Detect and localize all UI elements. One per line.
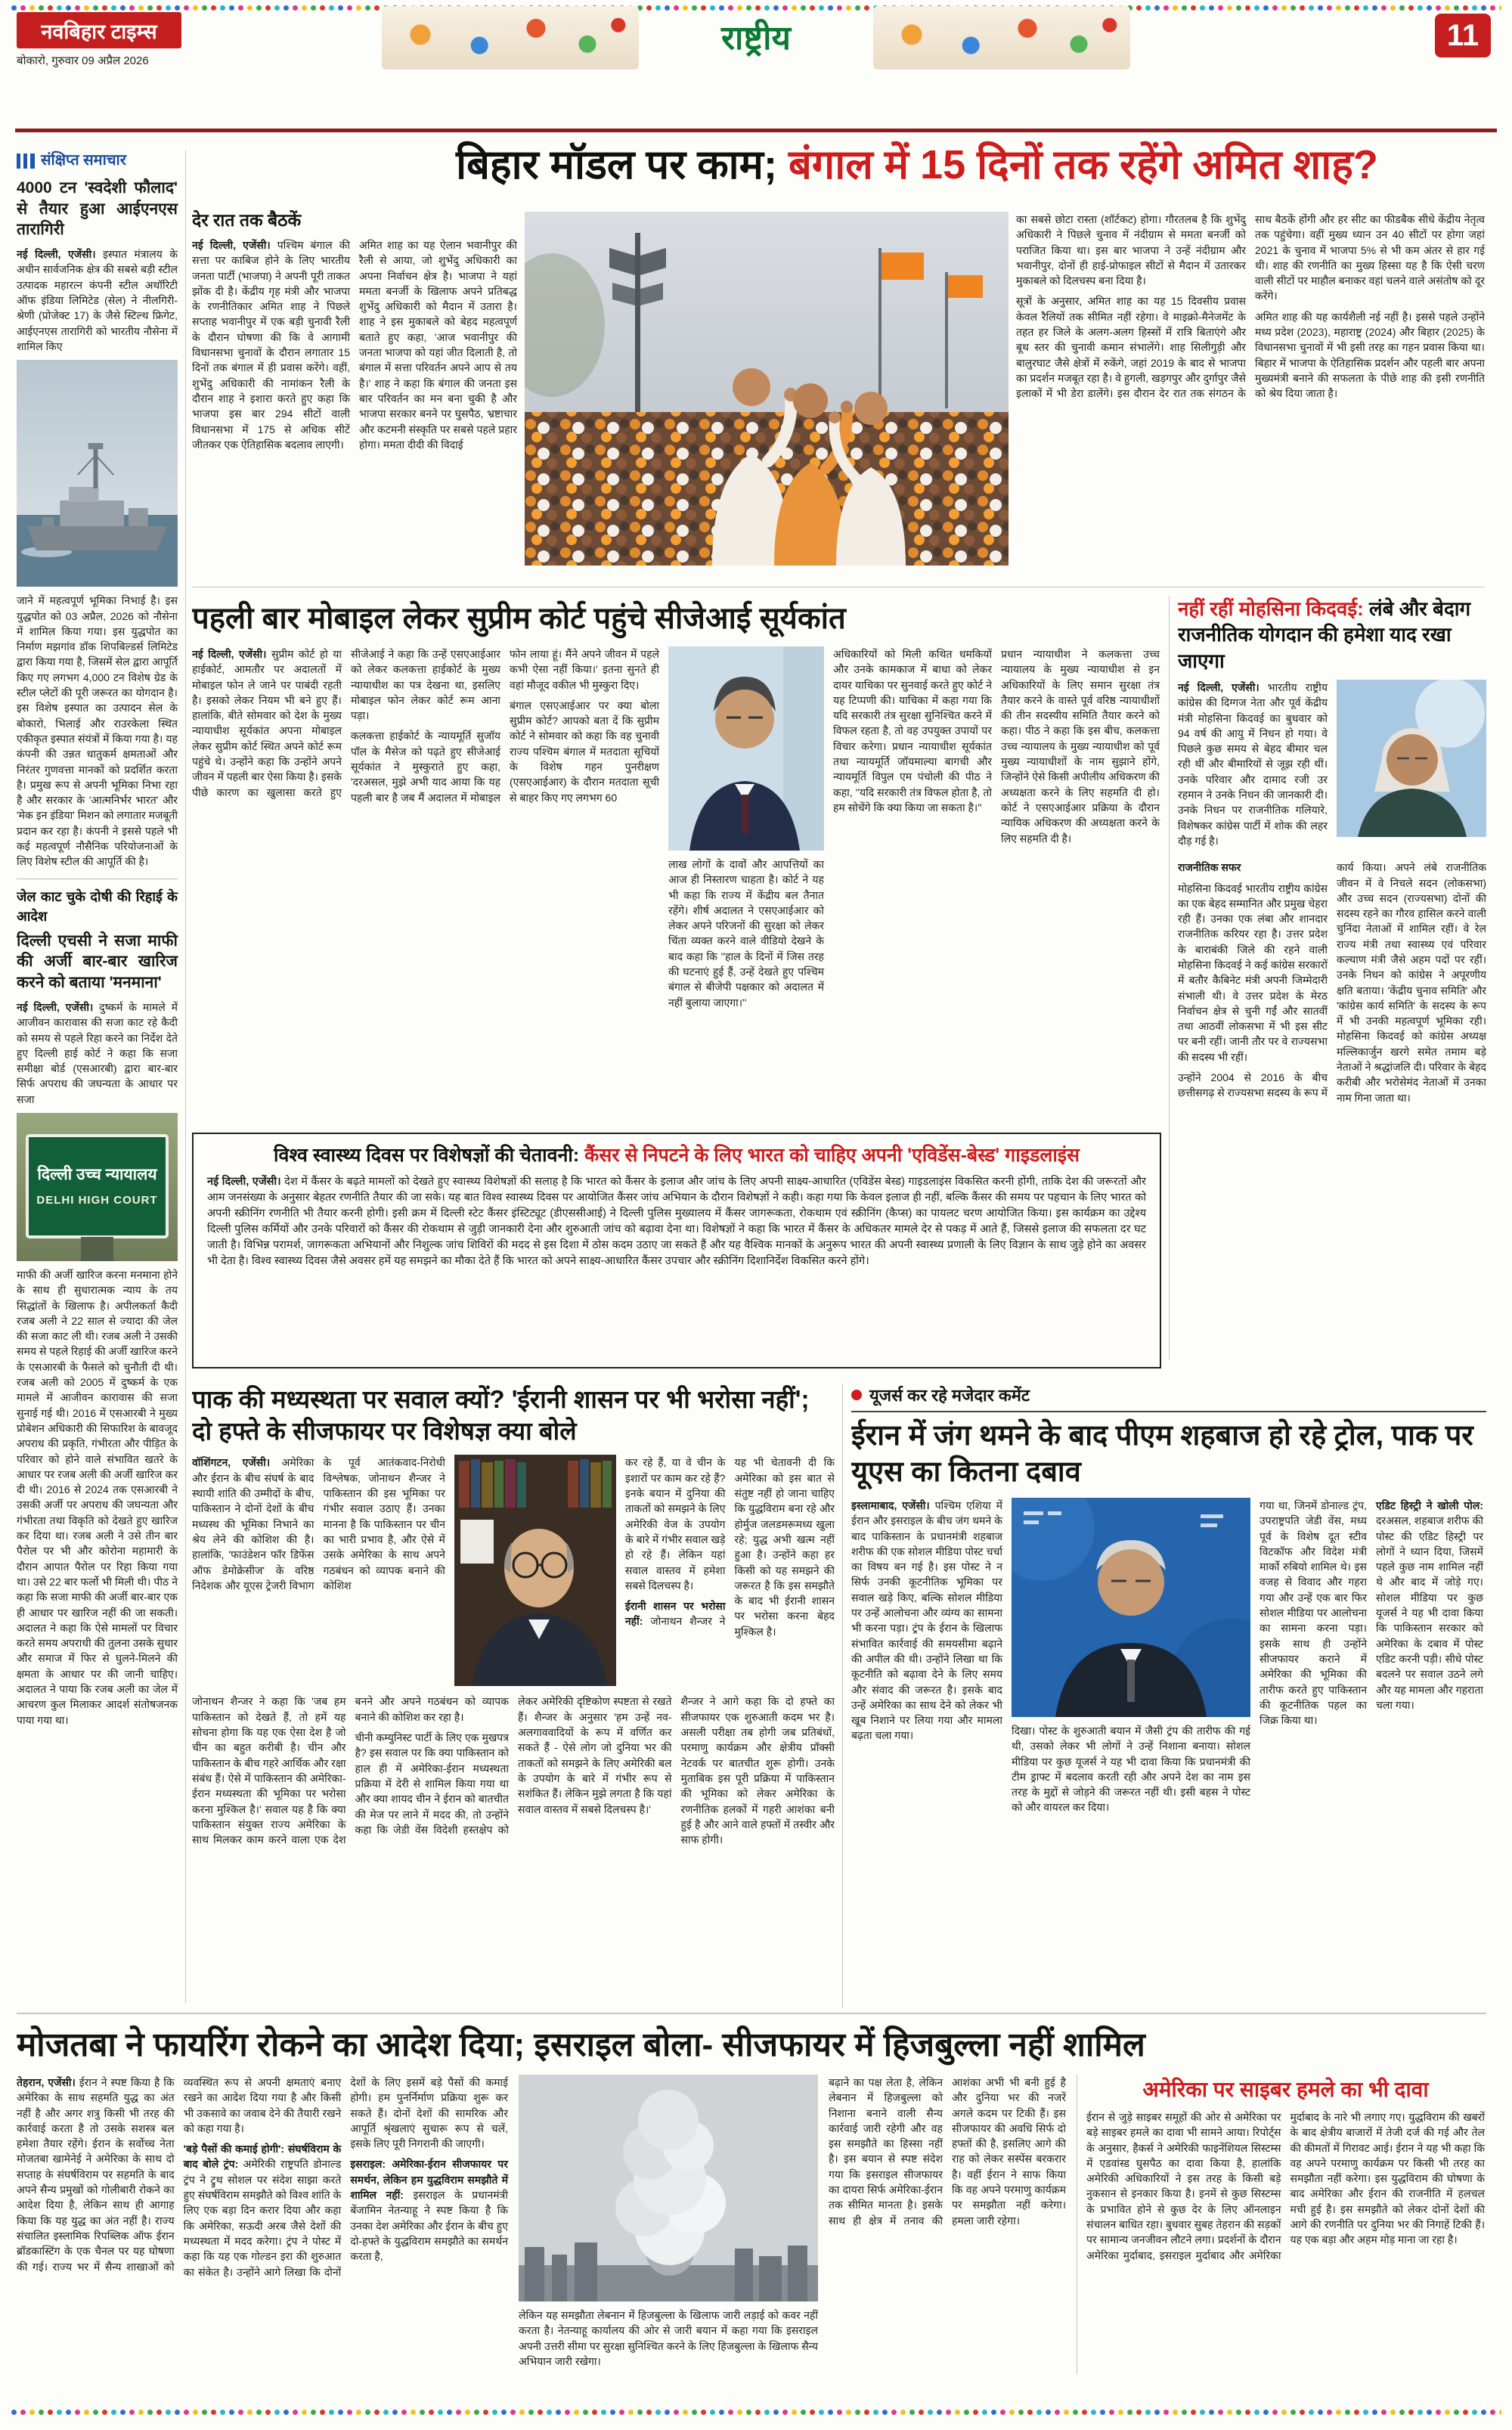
article-paragraph: बंगाल एसएआईआर पर क्या बोला सुप्रीम कोर्ट? आपको बता दें कि सुप्रीम कोर्ट ने सोमवार को कहा कि वह चुनावी राज्य पश्चिम बंगाल में मतदाता सूचियों के विशेष गहन पुनरीक्षण (एसएआईआर) के दौरान मतदाता सूची से बाहर किए गए लगभग 60 (510, 699, 659, 804)
paragraph-text: दुष्कर्म के मामले में आजीवन कारावास की सजा काट रहे कैदी को समय से पहले रिहा करने का निर्देश देते हुए दिल्ली हाई कोर्ट ने कहा कि सजा समीक्षा बोर्ड (एसआरबी) द्वारा बार-बार सिर्फ अपराध की जघन्यता के आधार पर सजा (17, 1000, 178, 1105)
health-headline (207, 1143, 1146, 1168)
dateline: वॉशिंगटन, एजेंसी। (192, 1456, 271, 1469)
health-warning-box (192, 1133, 1161, 1368)
article-paragraph (192, 237, 350, 452)
brief-news-header (17, 150, 178, 172)
article-paragraph (17, 1000, 178, 1107)
edition-dateline: बोकारो, गुरुवार 09 अप्रैल 2026 (17, 54, 149, 67)
cji-body-right (833, 646, 1160, 1015)
paragraph-text: दरअसल, शहबाज शरीफ की पोस्ट की एडिट हिस्ट्री पर लोगों ने ध्यान दिया, जिसमें पहले कुछ नाम शामिल नहीं थे और बाद में जोड़े गए। सोशल मीडिया पर कुछ यूजर्स ने यह भी दावा किया कि पाकिस्तान सरकार को अमेरिका के दबाव में पोस्ट एडिट करनी पड़ी। सीधे पोस्ट बदलने पर सवाल उठने लगे और यह मामला और गहराता चला गया। (1376, 1514, 1483, 1711)
pak-body-left (192, 1455, 445, 1686)
dateline: नई दिल्ली, एजेंसी। (207, 1175, 281, 1188)
ceasefire-headline: मोजतबा ने फायरिंग रोकने का आदेश दिया; इसराइल बोला- सीजफायर में हिजबुल्ला नहीं शामिल (17, 2026, 1145, 2063)
dateline: इस्लामाबाद, एजेंसी। (851, 1499, 930, 1511)
mohsina-kidwai-photo (1337, 680, 1486, 837)
header-rule (15, 129, 1497, 132)
dateline: नई दिल्ली, एजेंसी। (17, 1000, 94, 1013)
ceasefire-body (17, 2075, 1486, 2374)
delhi-high-court-sign (26, 1134, 169, 1238)
article-paragraph (1178, 860, 1328, 875)
shehbaz-kicker (851, 1384, 1486, 1412)
ceasefire-body-right (829, 2075, 1066, 2374)
ceasefire-body-left (17, 2075, 508, 2374)
article-paragraph: का सबसे छोटा रास्ता (शॉर्टकट) होगा। गौरतलब है कि शुभेंदु अधिकारी ने पिछले चुनाव में नंदीग्राम से ममता बनर्जी को पराजित किया था। इस बार भाजपा ने उन्हें नंदीग्राम और भवानीपुर, दोनों ही हाई-प्रोफाइल सीटों से मैदान में उतारकर मुकाबले को दिलचस्प बना दिया है। (1016, 213, 1246, 287)
masthead (17, 12, 181, 48)
article-paragraph: अमित शाह की यह कार्यशैली नई नहीं है। इससे पहले उन्होंने मध्य प्रदेश (2023), महाराष्ट्र (2024) और बिहार (2025) के विधानसभा चुनावों में भी इसी तरह का गहन प्रवास किया था। बिहार में भाजपा के ऐतिहासिक प्रदर्शन और पहली बार अपना मुख्यमंत्री बनाने की सफलता के पीछे शाह की इसी रणनीति को श्रेय दिया जाता है। (1255, 310, 1485, 400)
article-paragraph (851, 1498, 1002, 1743)
analyst-schanzer-photo (454, 1455, 616, 1686)
article-paragraph: मोहसिना किदवई भारतीय राष्ट्रीय कांग्रेस का एक बेहद सम्मानित और प्रमुख चेहरा रही हैं। उनका एक लंबा और शानदार राजनीतिक करियर रहा है। उत्तर प्रदेश के बाराबंकी जिले की रहने वाली मोहसिना किदवई ने कई कांग्रेस सरकारों में बतौर कैबिनेट मंत्री अपनी जिम्मेदारी संभाली थी। वे उत्तर प्रदेश के मेरठ निर्वाचन क्षेत्र से चुनी गईं और सातवीं तथा आठवीं लोकसभा में भी इस सीट पर बनी रहीं। जानी तौर पर वे राज्यसभा की सदस्य भी रहीं। (1178, 882, 1328, 1063)
article-paragraph: बढ़ाने का पक्ष लेता है, लेकिन लेबनान में हिजबुल्ला को निशाना बनाने वाली सैन्य कार्रवाई जारी रहेगी और वह इस समझौते का हिस्सा नहीं है। इस बयान से स्पष्ट संदेश गया कि इसराइल सीजफायर का दायरा सिर्फ अमेरिका-ईरान तक सीमित मानता है। इसके साथ ही क्षेत्र में तनाव की आशंका अभी भी बनी हुई है और दुनिया भर की नजरें अगले कदम पर टिकी हैं। इस सीजफायर की अवधि सिर्फ दो हफ्तों की है, इसलिए आगे की राह को लेकर सस्पेंस बरकरार है। वहीं ईरान ने साफ किया कि वह अपने परमाणु कार्यक्रम पर समझौता नहीं करेगा। हमला जारी रहेगा। (829, 2076, 1066, 2227)
article-paragraph: कर रहे हैं, या वे चीन के इशारों पर काम कर रहे हैं? इनके बयान में दुनिया की ताकतों को समझने के लिए अमेरिकी वेज के उपयोग के बारे में गंभीर सवाल खड़े हो रहे हैं। लेकिन यहां सवाल वास्तव में हमेशा सबसे दिलचस्प है। (624, 1456, 726, 1592)
header-collage-left-image (382, 6, 639, 70)
header-collage-right-image (873, 6, 1130, 70)
mohsina-top-row (1178, 680, 1486, 854)
article-paragraph (350, 2156, 508, 2264)
pak-body-bottom (192, 1694, 835, 1847)
shehbaz-body-middle (1012, 1498, 1250, 1821)
paragraph-text: देश में कैंसर के बढ़ते मामलों को देखते हुए स्वास्थ्य विशेषज्ञों की सलाह है कि भारत को कैंसर के इलाज और जांच के लिए अपनी साक्ष्य-आधारित (एविडेंस बेस्ड) गाइडलाइंस विकसित करनी होंगी, ताकि देश की जरूरतों और आम जनसंख्या के अनुसार बेहतर रणनीति तैयार की जा सके। यह बात विश्व स्वास्थ्य दिवस पर आयोजित कैंसर जांच अभियान के दौरान विशेषज्ञों ने कही। कहा गया कि केवल इलाज ही नहीं, बल्कि कैंसर की समय पर पहचान के लिए भारत को अपनी स्क्रीनिंग रणनीति भी तैयार करनी होगी। इसी क्रम में दिल्ली स्टेट कैंसर इंस्टिट्यूट (डीएससीआई) ने दिल्ली पुलिस मुख्यालय में कैंसर जागरूकता, रोकथाम एवं स्क्रीनिंग (कैप्स) का पायलट चरण आयोजित किया। इस कार्यक्रम का उद्देश्य दिल्ली पुलिस कर्मियों और उनके परिवारों को कैंसर की रोकथाम से जुड़ी जानकारी देना और शुरुआती जांच को बढ़ावा देना था। विशेषज्ञों ने कहा कि भारत में कैंसर के अधिकतर मामले देर से पकड़ में आते हैं, जिससे इलाज की सफलता दर घट जाती है। विभिन्न परामर्श, जागरूकता अभियानों और निशुल्क जांच शिविरों की मदद से इस दिशा में ठोस कदम उठाए जा सकते हैं और यह वैश्विक मानकों के अनुरूप भारत की अपनी स्वास्थ्य प्रणाली के लिए विज्ञान के साथ जुड़े होने का अवसर भी देता है। विश्व स्वास्थ्य दिवस जैसे अवसर हमें यह समझने का मौका देते हैं कि भारत को अपने साक्ष्य-आधारित कैंसर उपचार और स्क्रीनिंग दिशानिर्देश विकसित करने होंगे। (207, 1175, 1146, 1267)
dateline: नई दिल्ली, एजेंसी। (192, 239, 271, 251)
shehbaz-headline: ईरान में जंग थमने के बाद पीएम शहबाज हो रहे ट्रोल, पाक पर यूएस का कितना दबाव (851, 1420, 1473, 1488)
cji-middle-text (668, 857, 824, 1010)
sign-pillar (81, 1237, 113, 1261)
paragraph-text: जोनाथन शैन्जर ने यह भी चेतावनी दी कि अमेरिका को इस बात से संतुष्ट नहीं हो जाना चाहिए कि युद्धविराम बना रहे और होर्मुज जलडमरूमध्य खुला रहे; युद्ध अभी खत्म नहीं हुआ है। उन्होंने कहा हर किसी को यह समझने की जरूरत है कि इस समझौते के बाद भी ईरानी शासन पर भरोसा करना बेहद मुश्किल है। (650, 1456, 835, 1638)
ceasefire-under-photo-text (519, 2308, 818, 2369)
court-sign-english: DELHI HIGH COURT (36, 1194, 158, 1207)
navy-ship-photo (17, 360, 178, 587)
pak-top-row (192, 1455, 835, 1686)
paragraph-text: सुप्रीम कोर्ट हो या हाईकोर्ट, आमतौर पर अदालतों में मोबाइल फोन ले जाने पर पाबंदी रहती है। इसको लेकर नियम भी बने हुए हैं। हालांकि, बीते सोमवार को देश के मुख्य न्यायाधीश सूर्यकांत अपना मोबाइल लेकर सुप्रीम कोर्ट स्थित अपने कोर्ट रूम पहुंचे थे। उन्होंने कहा कि उन्होंने अपने जीवन में पहली बार ऐसा किया है। इसके पीछे कारण का खुलासा करते हुए सीजेआई ने कहा कि उन्हें एसएआईआर को लेकर कलकत्ता हाईकोर्ट के मुख्य न्यायाधीश का पत्र देखना था, इसलिए मोबाइल फोन लेकर कोर्ट रूम आना पड़ा। (192, 648, 500, 798)
article-paragraph (192, 1455, 445, 1595)
mohsina-article (1178, 596, 1486, 1361)
pak-mediation-article (192, 1384, 835, 2008)
lead-article-left (192, 207, 517, 582)
court-sign-hindi: दिल्ली उच्च न्यायालय (37, 1165, 157, 1183)
mohsina-headline-red: नहीं रहीं मोहसिना किदवई: (1178, 597, 1364, 620)
paragraph-text: भारतीय राष्ट्रीय कांग्रेस की दिग्गज नेता और पूर्व केंद्रीय मंत्री मोहसिना किदवई का बुधवार को 94 वर्ष की आयु में निधन हो गया। वे पिछले कुछ समय से बेहद बीमार चल रही थीं और बीमारियों से जूझ रही थीं। उनके परिवार और दामाद रजी उर रहमान ने उनके निधन की जानकारी दी। उनके निधन पर राजनीतिक गलियारे, विशेषकर कांग्रेस पार्टी में शोक की लहर दौड़ गई है। (1178, 680, 1328, 847)
dateline: नई दिल्ली, एजेंसी। (192, 648, 267, 660)
article-paragraph: अधिकारियों को मिली कथित धमकियों और उनके कामकाज में बाधा को लेकर दायर याचिका पर सुनवाई करते हुए कोर्ट ने यह टिप्पणी की। याचिका में कहा गया कि यदि सरकारी तंत्र सुरक्षा सुनिश्चित करने में विफल रहता है, तो वह उपयुक्त उपायों पर विचार करेगा। प्रधान न्यायाधीश सूर्यकांत तथा न्यायमूर्ति जॉयमाल्या बागची और न्यायमूर्ति विपुल एम पंचोली की पीठ ने कहा, ''यदि सरकारी तंत्र विफल होता है, तो हम सोचेंगे कि क्या किया जा सकता है।'' (833, 648, 992, 814)
article-paragraph (17, 246, 178, 354)
lead-headline (340, 141, 1494, 200)
brief-news-title: संक्षिप्त समाचार (41, 152, 126, 169)
paragraph-text: इसराइल के प्रधानमंत्री बेंजामिन नेतन्याहू ने स्पष्ट किया है कि उनका देश अमेरिका और ईरान के बीच हुए दो-हफ्ते के युद्धविराम समझौते का समर्थन करता है, (350, 2189, 508, 2263)
brief-news-sidebar (17, 150, 186, 2004)
lead-article-body-left (192, 237, 517, 457)
ceasefire-body-middle (519, 2075, 818, 2374)
health-headline-red: कैंसर से निपटने के लिए भारत को चाहिए अपनी 'एविडेंस-बेस्ड' गाइडलाइंस (584, 1145, 1080, 1166)
article-paragraph (1178, 680, 1328, 848)
lead-article-body-right (1016, 212, 1485, 582)
article-paragraph: शैन्जर ने आगे कहा कि दो हफ्ते का सीजफायर एक शुरुआती कदम भर है। असली परीक्षा तब होगी जब प्रतिबंधों, परमाणु कार्यक्रम और क्षेत्रीय प्रॉक्सी नेटवर्क पर बातचीत शुरू होगी। उनके मुताबिक इस पूरी प्रक्रिया में पाकिस्तान की भूमिका को लेकर अमेरिका के रणनीतिक हलकों में गहरी आशंका बनी हुई है और आने वाले हफ्तों में तस्वीर और साफ होगी। (680, 1695, 835, 1846)
bullet-icon (851, 1390, 862, 1400)
column-rule (842, 1384, 843, 2008)
column-rule (1169, 596, 1170, 1359)
mohsina-subhead: राजनीतिक सफर (1178, 861, 1241, 874)
top-dot-border (11, 5, 1501, 11)
court-article-headline: दिल्ली एचसी ने सजा माफी की अर्जी बार-बार खारिज करने को बताया 'मनमाना' (17, 931, 178, 992)
health-headline-black: विश्व स्वास्थ्य दिवस पर विशेषज्ञों की चेतावनी: (274, 1145, 580, 1166)
cji-article-headline: पहली बार मोबाइल लेकर सुप्रीम कोर्ट पहुंचे सीजेआई सूर्यकांत (192, 602, 846, 635)
paragraph-text: पश्चिम बंगाल की सत्ता पर काबिज होने के लिए भारतीय जनता पार्टी (भाजपा) ने अपनी पूरी ताकत झोंक दी है। केंद्रीय गृह मंत्री और भाजपा के रणनीतिकार अमित शाह ने पिछले सप्ताह भवानीपुर में एक बड़ी चुनावी रैली के दौरान घोषणा की कि वे आगामी विधानसभा चुनावों के दौरान लगातार 15 दिनों तक बंगाल में ही प्रवास करेंगे। वहीं, शुभेंदु अधिकारी की नामांकन रैली के दौरान शाह ने इशारा करते हुए कहा कि भाजपा इस बार 294 सीटों वाली विधानसभा में 175 से अधिक सीटें जीतकर एक ऐतिहासिक बदलाव लाएगी। (192, 239, 350, 451)
cji-suryakant-photo (668, 646, 824, 851)
bottom-dot-border (11, 2409, 1501, 2416)
trump-subtitle: 'बड़े पैसों की कमाई होगी': संघर्षविराम के बाद बोले ट्रंप: (183, 2143, 342, 2171)
shehbaz-middle-text (1012, 1723, 1250, 1815)
paragraph-text: अमेरिकी राष्ट्रपति डोनाल्ड ट्रंप ने ट्रुथ सोशल पर संदेश साझा करते हुए संघर्षविराम समझौते को विश्व शांति के लिए एक बड़ा दिन करार दिया और कहा कि अमेरिका, सऊदी अरब जैसे देशों की मध्यस्थता में मदद करेगा। ट्रंप ने पोस्ट में कहा कि यह एक गोल्डन इरा की शुरुआत का संकेत है। उन्होंने आगे लिखा कि दोनों देशों के लिए इसमें बड़े पैसों की कमाई होगी। हम पुनर्निर्माण प्रक्रिया शुरू कर सकते हैं। दोनों देशों की सामरिक और आपूर्ति श्रृंखलाएं सुचारू रूप से चलें, इसके लिए पूरी निगरानी की जाएगी। (183, 2076, 508, 2278)
cyber-attack-sidebar (1077, 2075, 1485, 2374)
amit-shah-rally-photo (525, 212, 1009, 566)
dateline: नई दिल्ली, एजेंसी। (17, 248, 96, 261)
mohsina-body-rest (1178, 860, 1486, 1105)
lead-headline-black: बिहार मॉडल पर काम; (456, 142, 777, 188)
article-paragraph: जोनाथन शैन्जर ने कहा कि 'जब हम पाकिस्तान को देखते हैं, तो हमें यह सोचना होगा कि यह एक ऐसा देश है जो चीन का बहुत करीबी है। चीन और पाकिस्तान के बीच गहरे आर्थिक और रक्षा संबंध हैं। ऐसे में पाकिस्तान की अमेरिका-ईरान मध्यस्थता की भूमिका पर भरोसा करना मुश्किल है।' सवाल यह है कि क्या पाकिस्तान संयुक्त राज्य अमेरिका के साथ मिलकर काम करने वाला एक देश बनने और अपने गठबंधन को व्यापक बनाने की कोशिश कर रहा है। (192, 1695, 509, 1846)
shehbaz-body-left (851, 1498, 1002, 1821)
cyber-attack-body (1086, 2109, 1485, 2263)
section-rule (17, 2013, 1486, 2014)
pak-subtitle: ईरानी शासन पर भरोसा नहीं: (624, 1600, 726, 1628)
shehbaz-body (851, 1498, 1486, 1821)
pak-headline: पाक की मध्यस्थता पर सवाल क्यों? 'ईरानी शासन पर भी भरोसा नहीं'; दो हफ्ते के सीजफायर पर विशेषज्ञ क्या बोले (192, 1385, 810, 1446)
article-paragraph: गया था, जिनमें डोनाल्ड ट्रंप, उपराष्ट्रपति जेडी वेंस, मध्य पूर्व के विशेष दूत स्टीव विटकॉफ और विदेश मंत्री मार्को रुबियो शामिल थे। इस वजह से विवाद और गहरा गया और उन्हें एक बार फिर सोशल मीडिया पर आलोचना का सामना करना पड़ा। इसके साथ ही उन्होंने सीजफायर कराने में अमेरिका की भूमिका की तारीफ करते हुए पाकिस्तान की कूटनीतिक पहल का जिक्र किया था। (1259, 1499, 1367, 1727)
pak-body-right (625, 1455, 835, 1686)
paragraph-text: अमेरिका और ईरान के बीच संघर्ष के बाद स्थायी शांति की उम्मीदों के बीच, पाकिस्तान ने दोनों देशों के बीच मध्यस्थ की भूमिका निभाने का श्रेय लेने की कोशिश की है। हालांकि, 'फाउंडेशन फॉर डिफेंस ऑफ डेमोक्रेसीज' के वरिष्ठ निदेशक और यूएस ट्रेजरी विभाग के पूर्व आतंकवाद-निरोधी विश्लेषक, जोनाथन शैन्जर ने पाकिस्तान की इस भूमिका पर गंभीर सवाल उठाए हैं। उनका मानना है कि पाकिस्तान पर चीन का भारी प्रभाव है, और ऐसे में उसके अमेरिका के साथ अपने गठबंधन को व्यापक बनाने की कोशिश (192, 1456, 445, 1592)
paragraph-text: पश्चिम एशिया में ईरान और इसराइल के बीच जंग थमने के बाद पाकिस्तान के प्रधानमंत्री शहबाज शरीफ की एक सोशल मीडिया पोस्ट चर्चा का विषय बन गई है। इस पोस्ट ने न सिर्फ उनकी कूटनीतिक भूमिका पर सवाल खड़े किए, बल्कि सोशल मीडिया पर उन्हें आलोचना और व्यंग्य का सामना भी करना पड़ा। ट्रंप के ईरान के खिलाफ संभावित कार्रवाई की समयसीमा बढ़ाने की अपील की थी। उन्होंने लिखा था कि कूटनीति को बढ़ावा देने के लिए समय और संवाद की जरूरत है। इसके बाद उन्हें अमेरिका का साथ देने को लेकर भी खूब निशाने पर लिया गया और मामला बढ़ता चला गया। (851, 1499, 1003, 1742)
mohsina-headline-black: लंबे और बेदाग राजनीतिक योगदान की हमेशा याद रखा जाएगा (1178, 597, 1471, 672)
paragraph-text: इस्पात मंत्रालय के अधीन सार्वजनिक क्षेत्र की सबसे बड़ी स्टील उत्पादक महारत्न कंपनी स्टील अथॉरिटी ऑफ इंडिया लिमिटेड (सेल) ने नीलगिरी-श्रेणी (प्रोजेक्ट 17) के जैसे स्टिल्थ फ्रिगेट, आईएनएस तारागिरी को भारतीय नौसेना में शामिल किए (17, 248, 178, 352)
article-paragraph: जाने में महत्वपूर्ण भूमिका निभाई है। इस युद्धपोत को 03 अप्रैल, 2026 को नौसेना में शामिल किया गया। इस युद्धपोत का निर्माण मझगांव डॉक शिपबिल्डर्स लिमिटेड द्वारा किया गया है, जिसमें सेल द्वारा आपूर्ति किए गए लगभग 4,000 टन विशेष ग्रेड के स्टील प्लेटों की पूरी जरूरत का योगदान है। इस विशेष इस्पात का उत्पादन सेल के बोकारो, भिलाई और राउरकेला स्थित एकीकृत इस्पात संयंत्रों में किया गया है। यह कंपनी की उन्नत धातुकर्म क्षमताओं और निरंतर गुणवत्ता मानकों को प्रदर्शित करता है। प्रमुख रूप से अपनी भूमिका निभा रहा है और सरकार के 'आत्मनिर्भर भारत' और 'मेक इन इंडिया' मिशन को लगातार मजबूती प्रदान कर रहा है। कंपनी ने इससे पहले भी कई महत्वपूर्ण नौसैनिक परियोजनाओं के लिए विशेष स्टील की आपूर्ति की है। (17, 594, 178, 868)
court-article-kicker: जेल काट चुके दोषी की रिहाई के आदेश (17, 888, 178, 924)
shehbaz-body-right (1259, 1498, 1483, 1821)
article-paragraph: दिखा। पोस्ट के शुरुआती बयान में जैसी ट्रंप की तारीफ की गई थी, उसको लेकर भी लोगों ने उन्हें निशाना बनाया। सोशल मीडिया पर कुछ यूजर्स ने यह भी दावा किया कि प्रधानमंत्री की टीम ड्राफ्ट में बदलाव करती रही और अपने देश का नाम इस तरह के मुद्दों से जोड़ने की जरूरत नहीं थी। इसी बहस ने पोस्ट को और वायरल कर दिया। (1012, 1725, 1250, 1814)
shehbaz-article (851, 1384, 1486, 2008)
section-title: राष्ट्रीय (720, 20, 791, 57)
page-number: 11 (1435, 14, 1491, 57)
article-paragraph: उन्होंने 2004 से 2016 के बीच छत्तीसगढ़ से राज्यसभा सदस्य के रूप में कार्य किया। अपने लंबे राजनीतिक जीवन में वे निचले सदन (लोकसभा) और उच्च सदन (राज्यसभा) दोनों की सदस्य रहने का गौरव हासिल करने वाली चुनिंदा नेताओं में शामिल रहीं। वे रेल राज्य मंत्री तथा स्वास्थ्य एवं परिवार कल्याण मंत्री जैसे अहम पदों पर रहीं। उनके निधन को कांग्रेस ने अपूरणीय क्षति बताया। 'केंद्रीय चुनाव समिति' और 'कांग्रेस कार्य समिति' के सदस्य के रूप में भी उनकी महत्वपूर्ण भूमिका रही। मोहसिना किदवई को कांग्रेस अध्यक्ष मल्लिकार्जुन खरगे समेत तमाम बड़े नेताओं ने श्रद्धांजलि दी। परिवार के बेहद करीबी और भरोसेमंद नेताओं में उनका नाम गिना जाता था। (1178, 861, 1486, 1104)
mohsina-headline (1178, 596, 1486, 674)
shehbaz-kicker-text: यूजर्स कर रहे मजेदार कमेंट (869, 1386, 1030, 1405)
article-paragraph: माफी की अर्जी खारिज करना मनमाना होने के साथ ही सुधारात्मक न्याय के तय सिद्धांतों के खिलाफ है। अपीलकर्ता कैदी रजब अली ने 22 साल से ज्यादा की जेल की सजा काट ली थी। रजब अली ने उसकी समय से पहले रिहाई की अर्जी खारिज करने के एसआरबी के फैसले को चुनौती दी थी। रजब अली को 2005 में दुष्कर्म के एक मामले में आजीवन कारावास की सजा सुनाई गई थी। 2016 में एसआरबी ने मुख्य प्रोबेशन अधिकारी की सिफारिश के बावजूद अपराध की प्रकृति, गंभीरता और पीड़ित के परिवार को होने वाले संभावित खतरे के आधार पर रजब अली की अर्जी खारिज कर दी थी। 2016 से 2024 तक एसआरबी ने उसकी अर्जी पर अपराध की जघन्यता और गंभीरता तथा विकृति को देखते हुए खारिज कर दिया था। रजब अली ने उसे तीन बार पैरोल पर भी और कोरोना महामारी के दौरान आपात पैरोल पर रिहा किया गया था। उसे 22 बार फर्लो भी मिली थी। पीठ ने कहा कि सजा माफी की अर्जी बार-बार एक ही आधार पर खारिज नहीं की जा सकती। अदालत ने कहा कि ऐसे मामलों पर विचार करते समय अपराधी की तुलना उसके सुधार और समाज में फिर से घुलने-मिलने की क्षमता के आधार पर की जानी चाहिए। अदालत ने पाया कि रजब अली का जेल में आचरण कुल मिलाकर आदर्श संतोषजनक पाया गया था। (17, 1269, 178, 1726)
article-paragraph (207, 1174, 1146, 1269)
article-paragraph (1376, 1498, 1483, 1712)
health-body (207, 1174, 1146, 1269)
article-paragraph: कलकत्ता हाईकोर्ट के न्यायमूर्ति सुजॉय पॉल के मैसेज को पढ़ते हुए सीजेआई सूर्यकांत ने मुस्कुराते हुए कहा, 'दरअसल, मुझे अभी याद आया कि यह पहली बार है जब मैं अदालत में मोबाइल फोन लाया हूं। मैंने अपने जीवन में पहले कभी ऐसा नहीं किया।' इतना सुनते ही वहां मौजूद वकील भी मुस्कुरा दिए। (351, 648, 659, 804)
lead-headline-red: बंगाल में 15 दिनों तक रहेंगे अमित शाह? (788, 142, 1378, 188)
article-paragraph: चीनी कम्युनिस्ट पार्टी के लिए एक मुखपत्र है? इस सवाल पर कि क्या पाकिस्तान को हाल ही में अमेरिका-ईरान मध्यस्थता प्रक्रिया में देरी से शामिल किया गया था और क्या शायद चीन ने ईरान को बातचीत की मेज पर लाने में मदद की, तो उन्होंने कहा कि जेडी वेंस विदेशी हस्तक्षेप को लेकर अमेरिकी दृष्टिकोण स्पष्टता से रखते हैं। शैन्जर के अनुसार 'हम उन्हें नव-अलगाववादियों के रूप में वर्णित कर सकते हैं - ऐसे लोग जो दुनिया भर की ताकतों को समझने के लिए अमेरिकी बल के उपयोग के बारे में गंभीर रूप से सशंकित हैं। लेकिन मुझे लगता है कि यहां सवाल वास्तव में सबसे दिलचस्प है।' (355, 1695, 672, 1836)
article-paragraph: अमित शाह का यह ऐलान भवानीपुर की रैली से आया, जो शुभेंदु अधिकारी का अपना निर्वाचन क्षेत्र है। भाजपा ने यहां ममता बनर्जी के खिलाफ अपने प्रतिबद्ध शुभेंदु अधिकारी को मैदान में उतारा है। शाह ने इस मुकाबले को बेहद महत्वपूर्ण बताते हुए कहा, 'आज भवानीपुर की जनता भाजपा को यहां जीत दिलाती है, तो बंगाल में सत्ता परिवर्तन अपने आप से तय है।' शाह ने कहा कि बंगाल की जनता इस बार परिवर्तन का मन बना चुकी है और भाजपा सरकार बनने पर घुसपैठ, भ्रष्टाचार और कटमनी संस्कृति पर सबसे पहले प्रहार होगा। ममता दीदी की विदाई (359, 239, 517, 451)
article-paragraph: ईरान से जुड़े साइबर समूहों की ओर से अमेरिका पर बड़े साइबर हमले का दावा भी सामने आया। रिपोर्ट्स के अनुसार, हैकर्स ने अमेरिकी फाइनेंशियल सिस्टम्स में एडवांस्ड घुसपैठ का दावा किया है, हालांकि अमेरिकी अधिकारियों ने इस तरह के किसी बड़े नुकसान से इनकार किया है। इनमें से कुछ सिस्टम्स के प्रभावित होने से कुछ देर के लिए ऑनलाइन संचालन बाधित रहा। बुधवार सुबह तेहरान की सड़कों पर सामान्य जनजीवन लौटने लगा। प्रदर्शनों के दौरान अमेरिका मुर्दाबाद, इसराइल मुर्दाबाद और अमेरिका मुर्दाबाद के नारे भी लगाए गए। युद्धविराम की खबरों के बाद क्षेत्रीय बाजारों में तेजी दर्ज की गई और तेल की कीमतों में गिरावट आई। ईरान ने यह भी कहा कि वह अपने परमाणु कार्यक्रम पर किसी भी तरह का समझौता नहीं करेगा। इस युद्धविराम की घोषणा के बाद अमेरिका और ईरान की राजनीति में हलचल मची हुई है। इस समझौते को लेकर दोनों देशों की आगे की रणनीति पर दुनिया भर की निगाहें टिकी हैं। यह एक बड़ा और अहम मोड़ माना जा रहा है। (1086, 2111, 1485, 2261)
dateline: तेहरान, एजेंसी। (17, 2076, 76, 2088)
explosion-smoke-photo (519, 2075, 818, 2301)
article-paragraph: सूत्रों के अनुसार, अमित शाह का यह 15 दिवसीय प्रवास केवल रैलियों तक सीमित नहीं रहेगा। वे माइक्रो-मैनेजमेंट के तहत हर जिले के अलग-अलग हिस्सों में रात्रि बिताएंगे और बूथ स्तर की चुनावी कमान संभालेंगे। शाह सिलीगुड़ी और बालुरघाट जैसे क्षेत्रों में रुकेंगे, जहां 2019 के बाद से भाजपा का प्रदर्शन मजबूत रहा है। वे हुगली, खड़गपुर और दुर्गापुर जैसे इलाकों में भी डेरा डालेंगे। इस दौरान देर रात तक संगठन के साथ बैठकें होंगी और हर सीट का फीडबैक सीधे केंद्रीय नेतृत्व तक पहुंचेगा। वहीं मुख्य ध्यान उन 40 सीटों पर होगा जहां 2021 के चुनाव में भाजपा 5% से भी कम अंतर से हार गई थी। शाह की रणनीति का मुख्य हिस्सा यह है कि ऐसी चरण वाली सीटों पर माहौल बनाकर वहां चलने वाले असंतोष को दूर करेंगे। (1016, 213, 1485, 400)
article-paragraph: प्रधान न्यायाधीश ने कलकत्ता उच्च न्यायालय के मुख्य न्यायाधीश से इन अधिकारियों के लिए समान सुरक्षा तंत्र तैयार करने के वास्ते पूर्व वरिष्ठ न्यायाधीशों की तीन सदस्यीय समिति तैयार करने को कहा। पीठ ने कहा कि इस बीच, कलकत्ता उच्च न्यायालय के मुख्य न्यायाधीश को पूर्व मुख्य न्यायाधीशों के नाम सुझाने होंगे, जिन्होंने ऐसे किसी अपीलीय अधिकरण की अध्यक्षता करने के लिए सहमति दी हो। कोर्ट ने एसएआईआर प्रक्रिया के दौरान न्यायिक अधिकरण की अध्यक्षता करने के लिए सहमति दी है। (1001, 648, 1160, 845)
cji-article (192, 596, 1161, 1125)
israel-subtitle: इसराइल: अमेरिका-ईरान सीजफायर पर समर्थन, लेकिन हम युद्धविराम समझौते में शामिल नहीं: (350, 2158, 508, 2202)
brief-news-bars-icon (17, 153, 35, 169)
cji-body-left (192, 646, 659, 1015)
ceasefire-article (17, 2020, 1486, 2395)
cji-body-middle (668, 646, 824, 1015)
ship-article-headline: 4000 टन 'स्वदेशी फौलाद' से तैयार हुआ आईएनएस तारागिरी (17, 179, 178, 239)
shehbaz-subtitle: एडिट हिस्ट्री ने खोली पोल: (1376, 1499, 1483, 1511)
shehbaz-sharif-photo (1012, 1498, 1250, 1717)
mohsina-body-intro (1178, 680, 1328, 854)
masthead-title: नवबिहार टाइम्स (41, 20, 157, 43)
cji-article-body (192, 646, 1161, 1015)
lead-article-subhead: देर रात तक बैठकें (192, 210, 302, 230)
paragraph-text: ईरान ने स्पष्ट किया है कि अमेरिका के साथ सहमति युद्ध का अंत नहीं है और अगर शत्रु किसी भी तरह की कार्रवाई करता है तो उसके सशस्त्र बल हमेशा तैयार रहेंगे। ईरान के सर्वोच्च नेता मोजतबा खामेनेई ने अमेरिका के साथ दो सप्ताह के संघर्षविराम पर सहमति के बाद अपने सैन्य प्रमुखों को गोलीबारी रोकने का आदेश दिया है, लेकिन साथ ही आगाह किया कि यह युद्ध का अंत नहीं है। राज्य संचालित इस्लामिक रिपब्लिक ऑफ ईरान ब्रॉडकास्टिंग के एक चैनल पर यह घोषणा की गई। राज्य भर में सैन्य शाखाओं को व्यवस्थित रूप से अपनी क्षमताएं बनाए रखने का आदेश दिया गया है और किसी भी उकसावे का जवाब देने की तैयारी रखने को कहा गया है। (17, 2076, 342, 2273)
article-paragraph: लेकिन यह समझौता लेबनान में हिजबुल्ला के खिलाफ जारी लड़ाई को कवर नहीं करता है। नेतन्याहू कार्यालय की ओर से जारी बयान में कहा गया कि इसराइल अपनी उत्तरी सीमा पर सुरक्षा सुनिश्चित करने के लिए हिजबुल्ला के खिलाफ सैन्य अभियान जारी रखेगा। (519, 2309, 818, 2367)
dateline: नई दिल्ली, एजेंसी। (1178, 680, 1259, 693)
cyber-attack-headline: अमेरिका पर साइबर हमले का भी दावा (1142, 2078, 1429, 2101)
delhi-high-court-photo (17, 1113, 178, 1261)
article-paragraph: लाख लोगों के दावों और आपत्तियों का आज ही निस्तारण चाहता है। कोर्ट ने यह भी कहा कि राज्य में केंद्रीय बल तैनात रहेंगे। शीर्ष अदालत ने एसएआईआर को लेकर अपने परिजनों की सुरक्षा को लेकर चिंता व्यक्त करने वाले वीडियो देखने के बाद कहा कि ''हाल के दिनों में जिस तरह की घटनाएं हुई हैं, उन्हें देखते हुए पश्चिम बंगाल से बीजेपी पक्षकार को अदालत में नहीं बुलाया जाएगा।'' (668, 858, 824, 1009)
